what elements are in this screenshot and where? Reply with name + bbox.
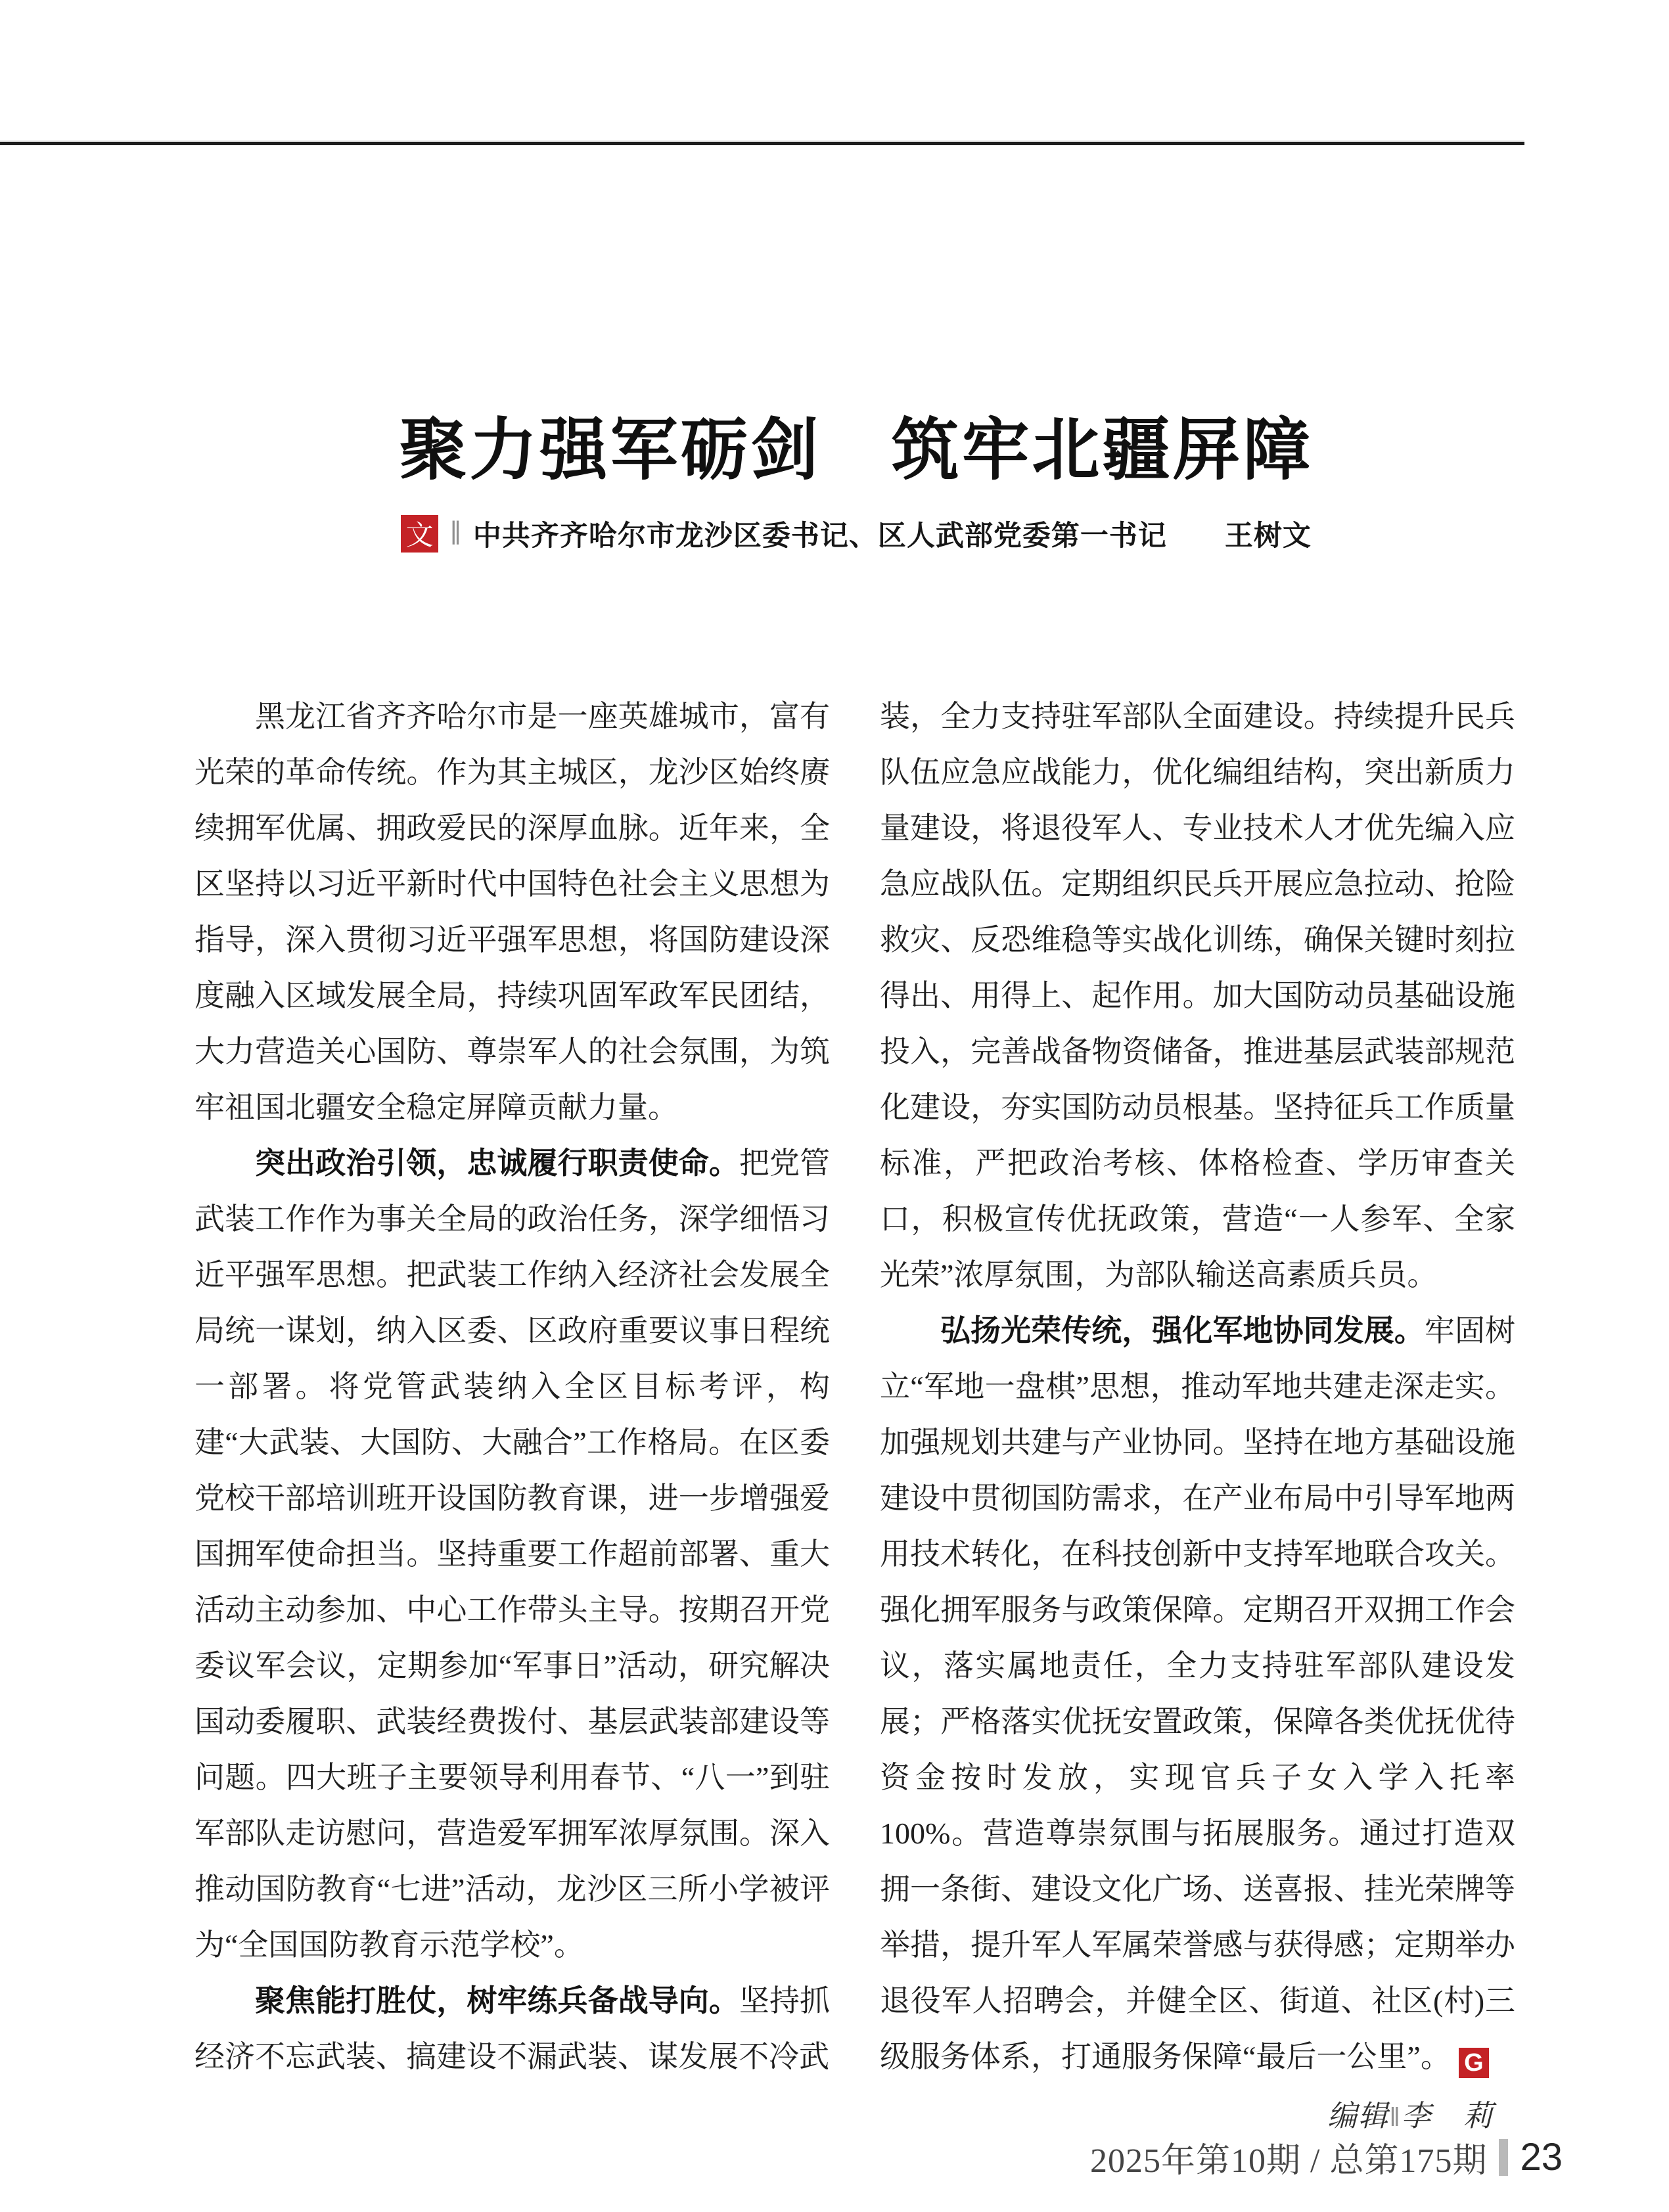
- paragraph: 突出政治引领，忠诚履行职责使命。把党管武装工作作为事关全局的政治任务，深学细悟习近平强军思想。把武装工作纳入经济社会发展全局统一谋划，纳入区委、区政府重要议事日程统一部署。将党管武装纳入全区目标考评，构建“大武装、大国防、大融合”工作格局。在区委党校干部培训班开设国防教育课，进一步增强爱国拥军使命担当。坚持重要工作超前部署、重大活动主动参加、中心工作带头主导。按期召开党委议军会议，定期参加“军事日”活动，研究解决国动委履职、武装经费拨付、基层武装部建设等问题。四大班子主要领导利用春节、“八一”到驻军部队走访慰问，营造爱军拥军浓厚氛围。深入推动国防教育“七进”活动，龙沙区三所小学被评为“全国国防教育示范学校”。: [194, 1146, 831, 1962]
- page-number: 23: [1520, 2136, 1563, 2178]
- article-column-left: [194, 688, 830, 2085]
- article-title: 聚力强军砺剑 筑牢北疆屏障: [399, 412, 1314, 487]
- paragraph-lead: 突出政治引领，忠诚履行职责使命。: [255, 1146, 739, 1180]
- byline: [194, 512, 1518, 554]
- header-rule: [0, 141, 1524, 145]
- paragraph: 装，全力支持驻军部队全面建设。持续提升民兵队伍应急应战能力，优化编组结构，突出新质力量建设，将退役军人、专业技术人才优先编入应急应战队伍。定期组织民兵开展应急拉动、抢险救灾、反恐维稳等实战化训练，确保关键时刻拉得出、用得上、起作用。加大国防动员基础设施投入，完善战备物资储备，推进基层武装部规范化建设，夯实国防动员根基。坚持征兵工作质量标准，严把政治考核、体格检查、学历审查关口，积极宣传优抚政策，营造“一人参军、全家光荣”浓厚氛围，为部队输送高素质兵员。: [880, 700, 1515, 1292]
- paragraph: 黑龙江省齐齐哈尔市是一座英雄城市，富有光荣的革命传统。作为其主城区，龙沙区始终赓续拥军优属、拥政爱民的深厚血脉。近年来，全区坚持以习近平新时代中国特色社会主义思想为指导，深入贯彻习近平强军思想，将国防建设深度融入区域发展全局，持续巩固军政军民团结，大力营造关心国防、尊崇军人的社会氛围，为筑牢祖国北疆安全稳定屏障贡献力量。: [194, 700, 830, 1124]
- editor-label: 编辑: [1327, 2100, 1390, 2133]
- issue-info: 2025年第10期 / 总第175期: [1090, 2142, 1488, 2180]
- paragraph: 聚焦能打胜仗，树牢练兵备战导向。坚持抓经济不忘武装、搞建设不漏武装、谋发展不冷武: [194, 1983, 831, 2073]
- footer-issue-line: [1090, 2133, 1563, 2182]
- editor-separator-icon: ‖: [1389, 2103, 1402, 2132]
- article-end-mark: G: [1459, 2048, 1489, 2078]
- paragraph-lead: 聚焦能打胜仗，树牢练兵备战导向。: [255, 1983, 739, 2018]
- paragraph: 弘扬光荣传统，强化军地协同发展。牢固树立“军地一盘棋”思想，推动军地共建走深走实。加强规划共建与产业协同。坚持在地方基础设施建设中贯彻国防需求，在产业布局中引导军地两用技术转化，在科技创新中支持军地联合攻关。强化拥军服务与政策保障。定期召开双拥工作会议，落实属地责任，全力支持驻军部队建设发展；严格落实优抚安置政策，保障各类优抚优待资金按时发放，实现官兵子女入学入托率100%。营造尊崇氛围与拓展服务。通过打造双拥一条街、建设文化广场、送喜报、挂光荣牌等举措，提升军人军属荣誉感与获得感；定期举办退役军人招聘会，并健全区、街道、社区(村)三级服务体系，打通服务保障“最后一公里”。 G: [880, 1313, 1516, 2077]
- paragraph-lead: 弘扬光荣传统，强化军地协同发展。: [940, 1313, 1425, 1347]
- page-number-divider: [1499, 2139, 1508, 2176]
- byline-separator-icon: ‖: [450, 514, 461, 552]
- article-column-right: [880, 688, 1515, 2085]
- byline-author: 中共齐齐哈尔市龙沙区委书记、区人武部党委第一书记 王树文: [472, 520, 1312, 552]
- editor-name: 李 莉: [1401, 2100, 1494, 2133]
- byline-label-badge: 文: [401, 515, 438, 553]
- footer-editor-line: [1327, 2092, 1494, 2136]
